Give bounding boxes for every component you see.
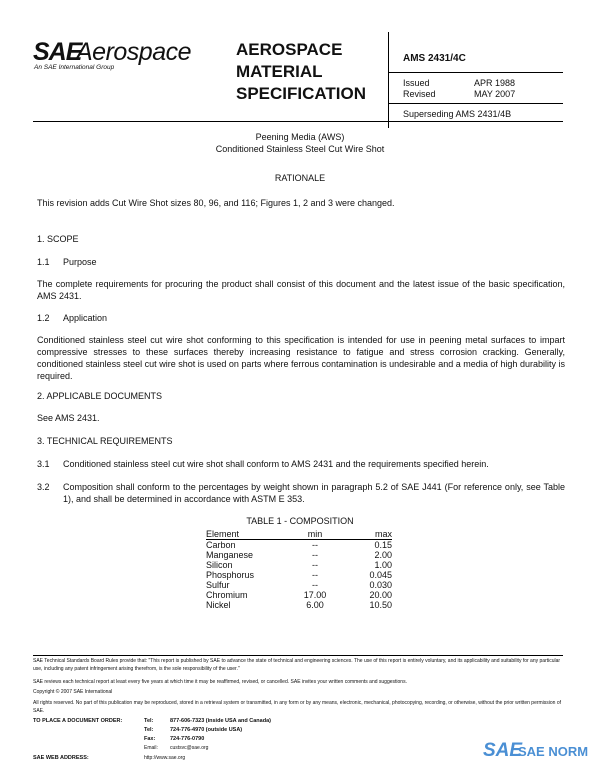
section-3-1-number: 3.1 xyxy=(37,459,50,469)
footer-copyright: Copyright © 2007 SAE International xyxy=(33,689,113,695)
table-row xyxy=(206,550,392,560)
spec-title xyxy=(236,39,366,105)
section-2-heading: 2. APPLICABLE DOCUMENTS xyxy=(37,391,163,401)
cell-max: 0.045 xyxy=(369,570,392,580)
section-1-2-number: 1.2 xyxy=(37,313,50,323)
cell-element: Nickel xyxy=(206,600,231,610)
footer-rules-text: SAE Technical Standards Board Rules provide that: "This report is published by SAE to advance the state of technical and engineering sciences. The use of this report is entirely voluntary, and its applicability and suitability for any particular use, including any patent infringement arising therefrom, is the sole responsibility of the user." xyxy=(33,658,561,672)
tel-label: Tel: xyxy=(144,718,154,724)
cell-min: -- xyxy=(312,570,318,580)
section-3-1-text: Conditioned stainless steel cut wire shot shall conform to AMS 2431 and the requirements specified herein. xyxy=(63,459,489,469)
revised-date: MAY 2007 xyxy=(474,89,516,99)
cell-element: Manganese xyxy=(206,550,254,560)
title-line-2: MATERIAL xyxy=(236,62,323,81)
section-1-heading: 1. SCOPE xyxy=(37,234,79,244)
table-row xyxy=(206,600,392,610)
section-3-2-text: Composition shall conform to the percentages by weight shown in paragraph 5.2 of SAE J441 (For reference only, see Table 1), and shall be determined in accordance with ASTM E 353. xyxy=(63,482,565,504)
superseding: Superseding AMS 2431/4B xyxy=(403,109,512,119)
table-row xyxy=(206,560,392,570)
cell-max: 2.00 xyxy=(374,550,392,560)
table-row xyxy=(206,540,392,551)
title-line-1: AEROSPACE xyxy=(236,40,343,59)
col-element: Element xyxy=(206,529,240,539)
cell-element: Carbon xyxy=(206,540,236,550)
header-divider-vertical xyxy=(388,32,389,128)
section-1-2-text: Conditioned stainless steel cut wire shot conforming to this specification is intended for use in peening metal surfaces to impart compressive stresses to these surfaces thereby increasing resistance to fatigue and stress corrosion cracking. Generally, conditioned stainless steel cut wire shot is used on parts where ferrous contamination is undesirable and a media of high durability is required. xyxy=(37,335,565,381)
web-value[interactable]: http://www.sae.org xyxy=(144,755,186,761)
aerospace-logo-text: Aerospace xyxy=(76,38,192,66)
header-divider-1 xyxy=(388,72,563,73)
issued-label: Issued xyxy=(403,78,430,88)
table-row xyxy=(206,590,392,600)
cell-element: Phosphorus xyxy=(206,570,255,580)
cell-min: -- xyxy=(312,560,318,570)
footer-rule xyxy=(33,655,563,656)
cell-min: -- xyxy=(312,580,318,590)
section-1-2-title: Application xyxy=(63,313,108,323)
table-row xyxy=(206,570,392,580)
cell-max: 1.00 xyxy=(374,560,392,570)
tel-value: 877-606-7323 (inside USA and Canada) xyxy=(170,718,271,724)
cell-min: -- xyxy=(312,550,318,560)
footer-review-text: SAE reviews each technical report at least every five years at which time it may be reaffirmed, revised, or cancelled. SAE invites your written comments and suggestions. xyxy=(33,679,407,685)
section-3-heading: 3. TECHNICAL REQUIREMENTS xyxy=(37,436,173,446)
email-label: Email: xyxy=(144,745,158,751)
cell-max: 0.030 xyxy=(369,580,392,590)
section-3-2-number: 3.2 xyxy=(37,482,50,492)
sae-norm-watermark-text: SAE NORM xyxy=(518,744,589,759)
cell-element: Sulfur xyxy=(206,580,230,590)
cell-min: -- xyxy=(312,540,318,550)
cell-element: Silicon xyxy=(206,560,233,570)
cell-max: 20.00 xyxy=(369,590,392,600)
email-value[interactable]: custsvc@sae.org xyxy=(170,745,209,751)
order-label: TO PLACE A DOCUMENT ORDER: xyxy=(33,718,123,724)
revised-label: Revised xyxy=(403,89,436,99)
tel2-label: Tel: xyxy=(144,727,154,733)
footer-rights-text: All rights reserved. No part of this publication may be reproduced, stored in a retrieval system or transmitted, in any form or by any means, electronic, mechanical, photocopying, recording, or otherwise, without the prior written permission of SAE. xyxy=(33,700,562,714)
logo-subtitle: An SAE International Group xyxy=(34,64,115,71)
sae-norm-watermark-logo: SAE xyxy=(483,740,523,761)
table-caption: TABLE 1 - COMPOSITION xyxy=(246,516,354,526)
fax-label: Fax: xyxy=(144,736,156,742)
issued-date: APR 1988 xyxy=(474,78,516,88)
section-1-1-title: Purpose xyxy=(63,257,97,267)
fax-value: 724-776-0790 xyxy=(170,736,205,742)
sae-logo: SAE xyxy=(33,38,82,66)
table-row xyxy=(206,580,392,590)
section-1-1-number: 1.1 xyxy=(37,257,50,267)
doc-title-line-2: Conditioned Stainless Steel Cut Wire Shot xyxy=(215,144,385,154)
col-max: max xyxy=(374,529,392,539)
cell-max: 0.15 xyxy=(374,540,392,550)
doc-title xyxy=(0,131,600,155)
rationale-heading: RATIONALE xyxy=(274,173,326,183)
section-2-text: See AMS 2431. xyxy=(37,413,100,423)
web-label: SAE WEB ADDRESS: xyxy=(33,755,89,761)
rationale-text: This revision adds Cut Wire Shot sizes 80, 96, and 116; Figures 1, 2 and 3 were changed. xyxy=(37,198,395,208)
cell-min: 17.00 xyxy=(303,590,327,600)
doc-title-line-1: Peening Media (AWS) xyxy=(255,132,345,142)
header-bottom-rule xyxy=(33,121,563,122)
cell-max: 10.50 xyxy=(369,600,392,610)
title-line-3: SPECIFICATION xyxy=(236,84,367,103)
col-min: min xyxy=(307,529,323,539)
cell-element: Chromium xyxy=(206,590,248,600)
section-1-1-text: The complete requirements for procuring the product shall consist of this document and the latest issue of the basic specification, AMS 2431. xyxy=(37,279,565,301)
header-divider-2 xyxy=(388,103,563,104)
cell-min: 6.00 xyxy=(306,600,324,610)
table-header-row xyxy=(206,529,392,540)
tel2-value: 724-776-4970 (outside USA) xyxy=(170,727,243,733)
doc-number: AMS 2431/4C xyxy=(403,53,466,64)
composition-table xyxy=(206,529,392,610)
